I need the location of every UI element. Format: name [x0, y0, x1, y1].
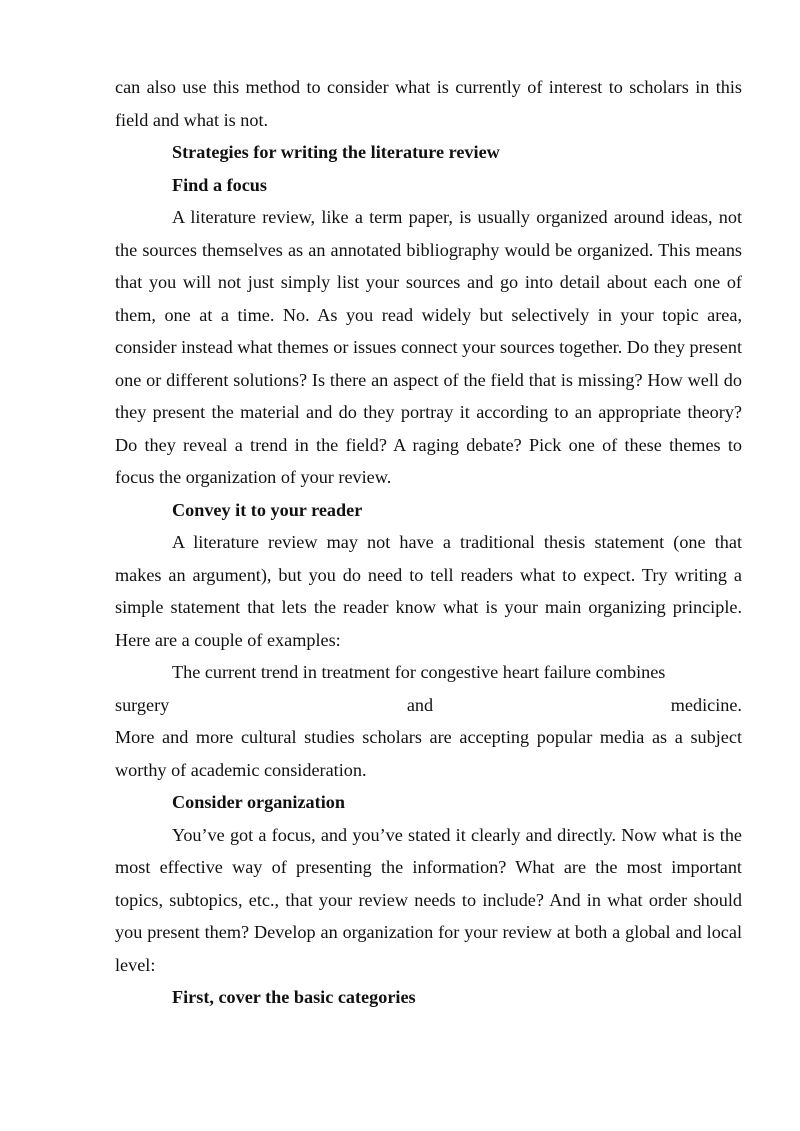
continuation-paragraph: can also use this method to consider what is currently of interest to scholars in this field and what is not.	[115, 77, 742, 130]
focus-paragraph: A literature review, like a term paper, is usually organized around ideas, not the sources themselves as an annotated bibliography would be organized. This means that you will not just simply list your sources and go into detail about each one of them, one at a time. No. As you read widely but selectively in your topic area, consider instead what themes or issues connect your sources together. Do they present one or different solutions? Is there an aspect of the field that is missing? How well do they present the material and do they portray it according to an appropriate theory? Do they reveal a trend in the field? A raging debate? Pick one of these themes to focus the organization of your review.	[115, 207, 742, 487]
example-word-and: and	[406, 694, 434, 715]
example-word-surgery: surgery	[115, 694, 170, 715]
example-word-medicine: medicine.	[670, 694, 742, 715]
convey-paragraph: A literature review may not have a traditional thesis statement (one that makes an argument), but you do need to tell readers what to expect. Try writing a simple statement that lets the reader know what is your main organizing principle. Here are a couple of examples:	[115, 532, 742, 650]
example-one-continuation	[115, 689, 742, 722]
heading-find-a-focus: Find a focus	[172, 174, 267, 195]
heading-consider-organization: Consider organization	[172, 792, 345, 812]
organization-paragraph: You’ve got a focus, and you’ve stated it clearly and directly. Now what is the most effective way of presenting the information? What are the most important topics, subtopics, etc., that your review needs to include? And in what order should you present them? Develop an organization for your review at both a global and local level:	[115, 824, 742, 975]
example-one-paragraph: The current trend in treatment for congestive heart failure combines	[172, 662, 666, 682]
heading-strategies: Strategies for writing the literature review	[172, 142, 500, 162]
heading-basic-categories: First, cover the basic categories	[172, 987, 416, 1007]
heading-convey: Convey it to your reader	[172, 499, 363, 520]
document-page	[115, 71, 742, 1014]
example-two-paragraph: More and more cultural studies scholars are accepting popular media as a subject worthy of academic consideration.	[115, 727, 742, 780]
